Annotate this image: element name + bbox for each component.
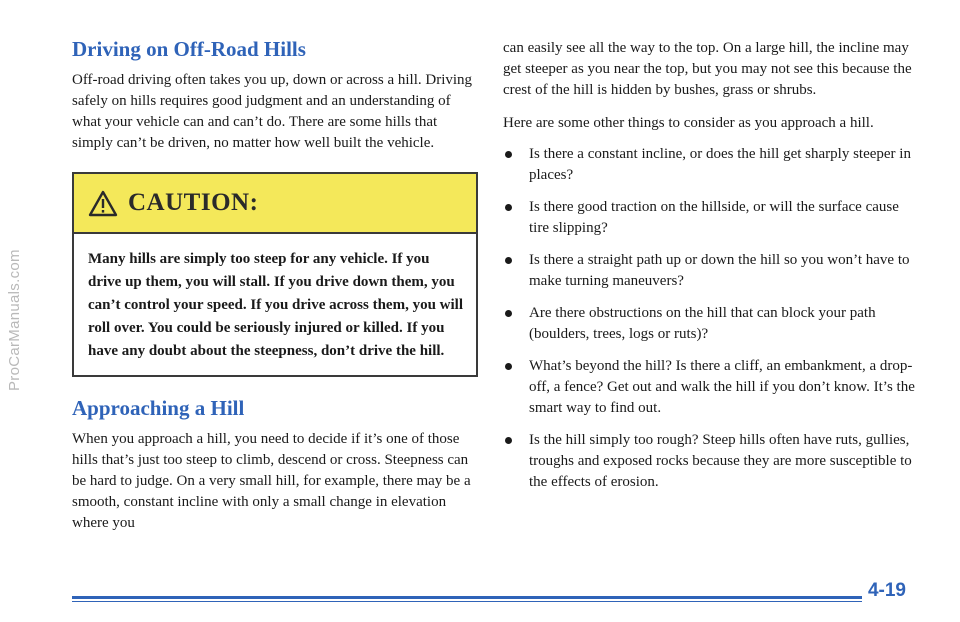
list-item <box>503 197 915 239</box>
considerations-list <box>503 144 915 493</box>
warning-triangle-icon <box>88 190 118 217</box>
list-item-text: Is the hill simply too rough? Steep hills often have ruts, gullies, troughs and exposed rocks because they are more susceptible to the effects of erosion. <box>529 432 912 490</box>
list-item <box>503 303 915 345</box>
lead-paragraph: Here are some other things to consider as you approach a hill. <box>503 115 874 131</box>
footer-rule <box>72 596 902 599</box>
list-item <box>503 356 915 419</box>
list-item-text: Is there a constant incline, or does the hill get sharply steeper in places? <box>529 146 911 183</box>
caution-header <box>74 174 476 234</box>
footer-rule-thin <box>72 601 902 602</box>
list-item-text: Is there good traction on the hillside, or will the surface cause tire slipping? <box>529 199 899 236</box>
bullet-icon <box>505 363 512 370</box>
intro-paragraph: Off-road driving often takes you up, down or across a hill. Driving safely on hills requires good judgment and an understanding of what your vehicle can and can’t do. There are some hills that simply can’t be driven, no matter how well built the vehicle. <box>72 72 473 151</box>
caution-box <box>72 172 478 377</box>
continuation-paragraph: can easily see all the way to the top. On a large hill, the incline may get steeper as you near the top, but you may not see this because the crest of the hill is hidden by bushes, grass or shrubs. <box>503 40 912 98</box>
bullet-icon <box>505 257 512 264</box>
list-item <box>503 144 915 186</box>
list-item-text: Are there obstructions on the hill that can block your path (boulders, trees, logs or ruts)? <box>529 305 876 342</box>
bullet-icon <box>505 310 512 317</box>
list-item-text: What’s beyond the hill? Is there a cliff, an embankment, a drop-off, a fence? Get out and walk the hill if you don’t know. It’s the smart way to find out. <box>529 358 915 416</box>
caution-title: CAUTION: <box>128 189 259 216</box>
list-item <box>503 250 915 292</box>
list-item-text: Is there a straight path up or down the hill so you won’t have to make turning maneuvers? <box>529 252 910 289</box>
approach-paragraph: When you approach a hill, you need to decide if it’s one of those hills that’s just too steep to climb, descend or cross. Steepness can be hard to judge. On a very small hill, for example, there may be a smooth, constant incline with only a small change in elevation where you <box>72 431 471 531</box>
caution-text: Many hills are simply too steep for any vehicle. If you drive up them, you will stall. If you drive down them, you can’t control your speed. If you drive across them, you will roll over. You could be seriously injured or killed. If you have any doubt about the steepness, don’t drive the hill. <box>88 251 463 359</box>
bullet-icon <box>505 151 512 158</box>
section-heading-approaching-hill: Approaching a Hill <box>72 396 245 420</box>
bullet-icon <box>505 204 512 211</box>
bullet-icon <box>505 437 512 444</box>
watermark-text: ProCarManuals.com <box>6 249 23 391</box>
list-item <box>503 430 915 493</box>
right-column <box>503 38 915 504</box>
section-heading-off-road-hills: Driving on Off-Road Hills <box>72 37 306 61</box>
page-number: 4-19 <box>862 580 906 602</box>
left-column <box>72 36 480 534</box>
